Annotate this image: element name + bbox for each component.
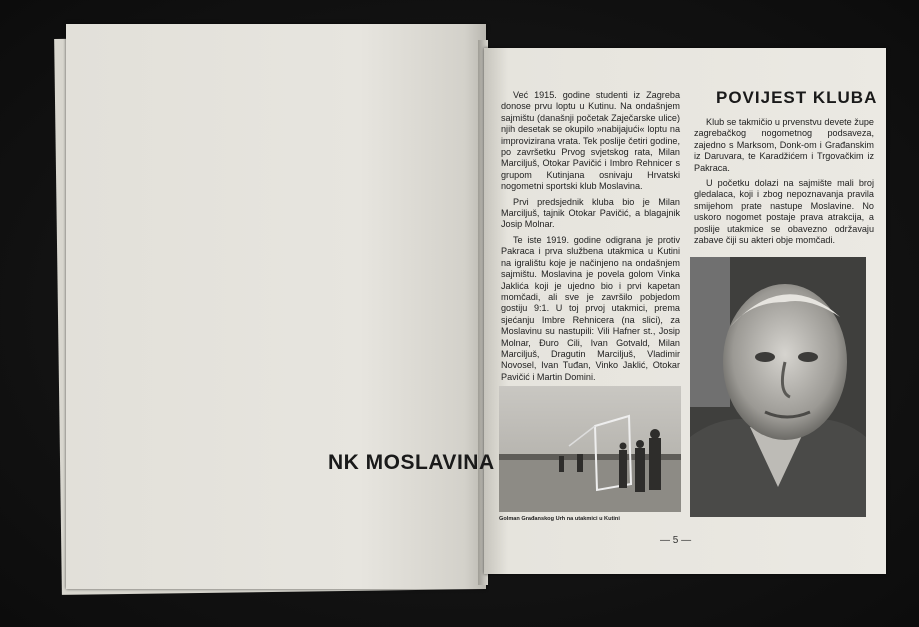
paragraph: U početku dolazi na sajmište mali broj gledalaca, koji i zbog nepoznavanja pravila smijehom prate nastupe Moslavine. No uskoro nogomet postaje prava atrakcija, a poslije utakmice se obavezno održavaju zabave čiji su akteri obje momčadi. [694, 178, 874, 246]
left-page-title: NK MOSLAVINA [328, 451, 495, 474]
right-page-title: POVIJEST KLUBA [716, 88, 878, 107]
page-number: — 5 — [660, 535, 692, 546]
paragraph: Već 1915. godine studenti iz Zagreba donose prvu loptu u Kutinu. Na ondašnjem sajmištu (današnji početak Zaječarske ulice) njih desetak se okupilo »nabijajući« loptu na improvizirana vrata. Tek poslije četiri godine, po završetku Prvog svjetskog rata, Milan Marciljuš, Otokar Pavičić i Imbro Rehnicer s grupom Kutinjana osnivaju Hrvatski nogometni sportski klub Moslavina. [501, 90, 680, 192]
football-match-photo [499, 386, 681, 512]
paragraph: Te iste 1919. godine odigrana je protiv Pakraca i prva službena utakmica u Kutini na igralištu koje je načinjeno na ondašnjem sajmištu. Moslavina je povela golom Vinka Jaklića koji je ujedno bio i prvi kapetan momčadi, ali sve je završilo pobjedom gostiju 9:1. U toj prvoj utakmici, prema sjećanju Imbre Rehnicera (na slici), za Moslavinu su nastupili: Vili Hafner st., Josip Molnar, Đuro Cili, Ivan Gotvald, Milan Marciljuš, Dragutin Marciljuš, Vladimir Novosel, Ivan Tuđan, Vinko Jaklić, Otokar Pavičić i Martin Domini. [501, 234, 680, 382]
paragraph: Klub se takmičio u prvenstvu devete župe zagrebačkog nogometnog podsaveza, zajedno s Marksom, Donk-om i Građanskim iz Daruvara, te Karadžićem i Trgovačkim iz Pakraca. [694, 117, 874, 173]
paragraph: Prvi predsjednik kluba bio je Milan Marciljuš, tajnik Otokar Pavičić, a blagajnik Josip Molnar. [501, 196, 680, 230]
right-text-column [694, 117, 874, 250]
left-page [66, 24, 486, 589]
photo-caption: Golman Građanskog Urh na utakmici u Kutini [499, 516, 620, 522]
left-text-column [501, 90, 680, 387]
portrait-photo [690, 257, 866, 517]
